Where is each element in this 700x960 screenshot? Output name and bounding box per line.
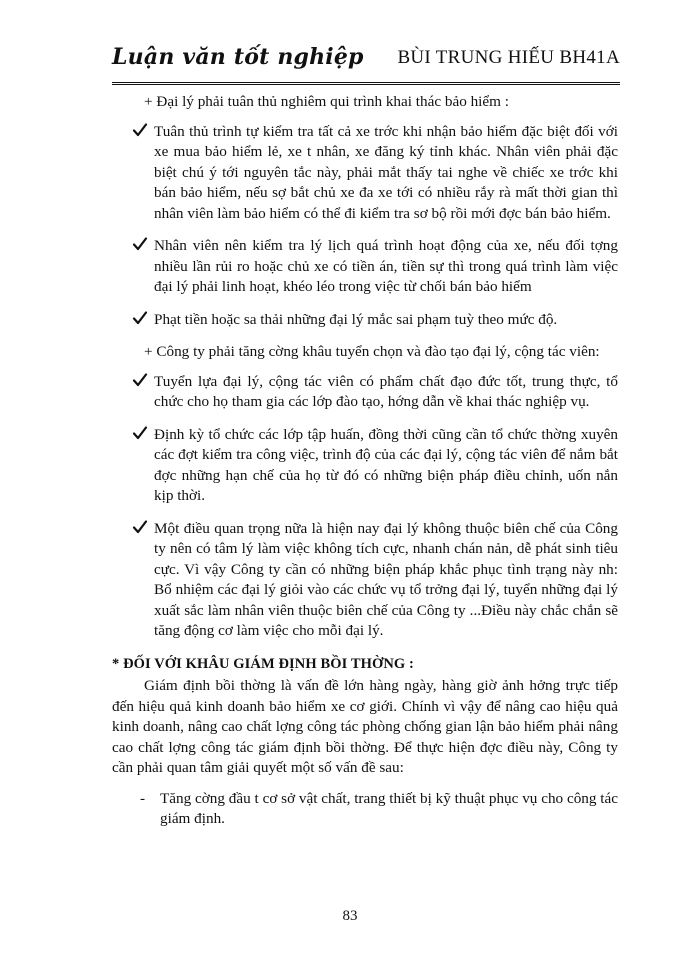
list-item [112,789,618,830]
list-item-text: Nhân viên nên kiểm tra lý lịch quá trình hoạt động của xe, nếu đối tợng nhiều lần rủi ro hoặc chủ xe có tiền án, tiền sự thì trong quá trình làm việc đại lý phải linh hoạt, khéo léo trong việc từ chối bán bảo hiểm [154,237,618,295]
checkmark-icon [132,122,148,138]
page-header [112,44,620,84]
section-heading: * ĐỐI VỚI KHÂU GIÁM ĐỊNH BỒI THỜNG : [112,655,414,672]
checkmark-icon [132,236,148,252]
checkmark-icon [132,425,148,441]
list-item-text: Một điều quan trọng nữa là hiện nay đại lý không thuộc biên chế của Công ty nên có tâm lý làm việc không tích cực, nhanh chán nản, dễ phát sinh tiêu cực. Vì vậy Công ty cần có những biện pháp khắc phục tình trạng này nh: Bổ nhiệm các đại lý giỏi vào các chức vụ tổ trởng đại lý, tuyển những đại lý xuất sắc làm nhân viên thuộc biên chế của Công ty ...Điều này chắc chắn sẽ tăng động cơ làm việc cho mỗi đại lý. [154,519,618,639]
list-item-text: Tuyển lựa đại lý, cộng tác viên có phẩm chất đạo đức tốt, trung thực, tổ chức cho họ tham gia các lớp đào tạo, hớng dẫn về khai thác nghiệp vụ. [154,372,618,410]
list-item-text: Tuân thủ trình tự kiểm tra tất cả xe trớc khi nhận bảo hiểm đặc biệt đối với xe mua bảo hiểm lẻ, xe t nhân, xe đăng ký tỉnh khác. Nhân viên phải đặc biệt chú ý tới nguyên tắc này, phải mắt thấy tai nghe về chiếc xe trớc khi bán bảo hiểm, nếu sợ bắt chủ xe đa xe tới có nhiều rắy rà mất thời gian thì nhân viên làm bảo hiểm có thể đi kiểm tra sơ bộ rồi mới đợc bán bảo hiểm. [154,122,618,222]
company-subheading: + Công ty phải tăng cờng khâu tuyển chọn và đào tạo đại lý, cộng tác viên: [144,343,600,360]
list-item-text: Phạt tiền hoặc sa thải những đại lý mắc sai phạm tuỳ theo mức độ. [154,310,558,328]
header-rule [112,82,620,85]
dash-bullet-icon: - [140,789,146,807]
header-author: BÙI TRUNG HIẾU BH41A [397,47,620,68]
checkmark-icon [132,372,148,388]
agents-subheading: + Đại lý phải tuân thủ nghiêm qui trình khai thác bảo hiểm : [144,93,509,110]
header-title: Luận văn tốt nghiệp [112,44,364,70]
page-number: 83 [342,908,358,924]
checkmark-icon [132,310,148,326]
list-item [112,425,618,507]
list-item [112,519,618,642]
list-item [112,122,618,225]
list-item [112,236,618,298]
list-item-text: Định kỳ tổ chức các lớp tập huấn, đồng thời cũng cần tổ chức thờng xuyên các đợt kiểm tra công việc, trình độ của các đại lý, cộng tác viên để nắm bắt đợc những hạn chế của họ từ đó có những biện pháp điều chỉnh, uốn nắn kịp thời. [154,425,618,504]
checkmark-icon [132,519,148,535]
paragraph: Giám định bồi thờng là vấn đề lớn hàng ngày, hàng giờ ảnh hởng trực tiếp đến hiệu quả kinh doanh bảo hiểm xe cơ giới. Chính vì vậy để nâng cao hiệu quả kinh doanh, nâng cao chất lợng công tác phòng chống gian lận bảo hiểm phải nâng cao chất lợng công tác giám định bồi thờng. Để thực hiện đợc điều này, Công ty cần phải quan tâm giải quyết một số vấn đề sau: [112,677,618,776]
list-item [112,310,618,331]
list-item [112,372,618,413]
list-item-text: Tăng cờng đầu t cơ sở vật chất, trang thiết bị kỹ thuật phục vụ cho công tác giám định. [160,789,618,827]
document-body [112,86,618,830]
